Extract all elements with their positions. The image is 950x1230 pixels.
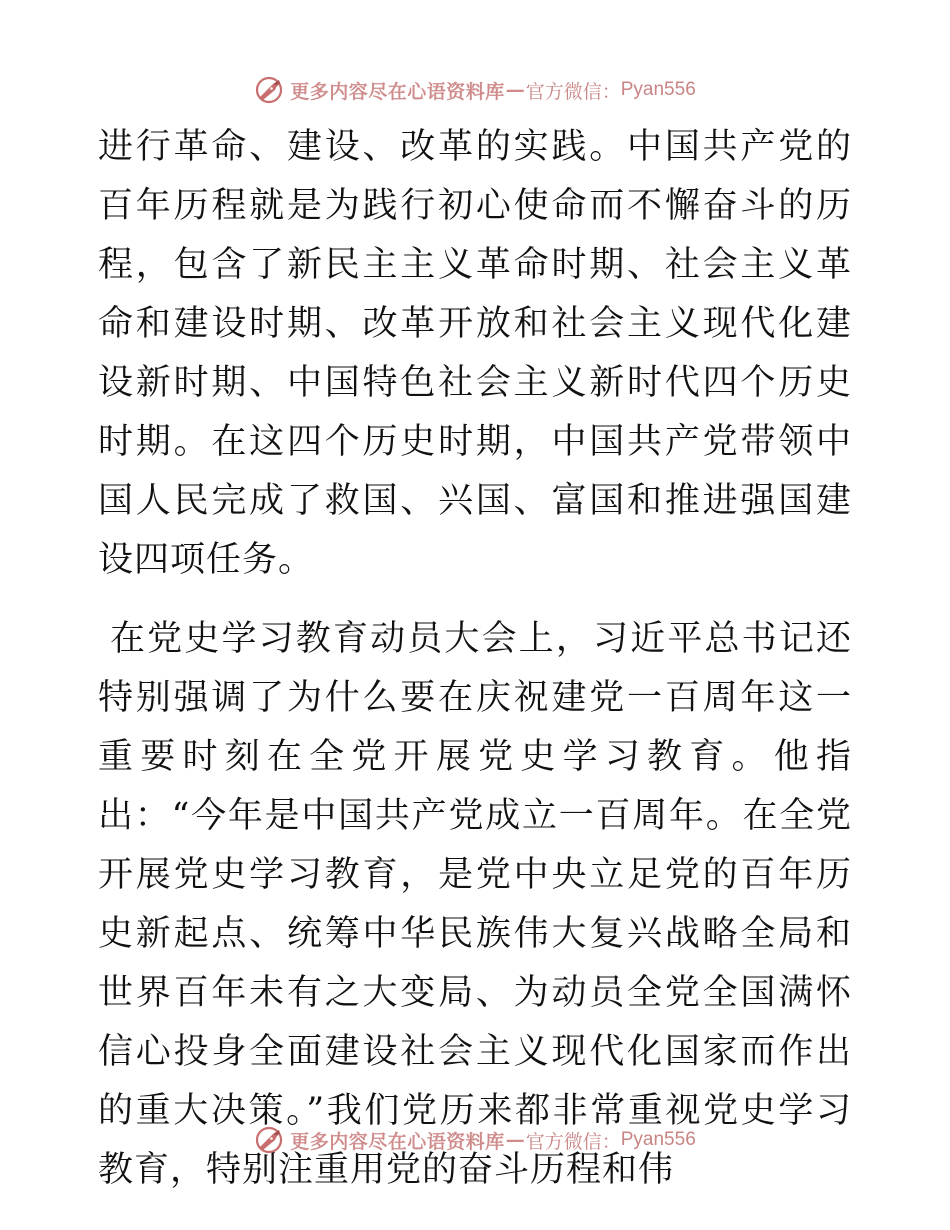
- header-separator: —: [505, 79, 525, 101]
- footer-wechat-id: Pyan556: [620, 1129, 696, 1150]
- header-watermark-banner: [0, 72, 950, 108]
- body-paragraph-1: 进行革命、建设、改革的实践。中国共产党的百年历程就是为践行初心使命而不懈奋斗的历程，包含了新民主主义革命时期、社会主义革命和建设时期、改革开放和社会主义现代化建设新时期、中国特色社会主义新时代四个历史时期。在这四个历史时期，中国共产党带领中国人民完成了救国、兴国、富国和推进强国建设四项任务。: [98, 127, 852, 580]
- footer-promo-text: 更多内容尽在心语资料库: [290, 1130, 505, 1153]
- footer-separator: —: [505, 1129, 525, 1151]
- body-paragraph-2: 在党史学习教育动员大会上，习近平总书记还特别强调了为什么要在庆祝建党一百周年这一重要时刻在全党开展党史学习教育。他指出：“今年是中国共产党成立一百周年。在全党开展党史学习教育，是党中央立足党的百年历史新起点、统筹中华民族伟大复兴战略全局和世界百年未有之大变局、为动员全党全国满怀信心投身全面建设社会主义现代化国家而作出的重大决策。”我们党历来都非常重视党史学习教育，特别注重用党的奋斗历程和伟: [98, 619, 852, 1190]
- footer-watermark-banner: [0, 1122, 950, 1158]
- header-wechat-label: 官方微信：: [525, 80, 621, 103]
- header-promo-text: 更多内容尽在心语资料库: [290, 80, 505, 103]
- document-body: [98, 118, 852, 1200]
- pen-nib-circle-icon: [254, 1125, 284, 1155]
- header-wechat-id: Pyan556: [620, 79, 696, 100]
- footer-wechat-label: 官方微信：: [525, 1130, 621, 1153]
- pen-nib-circle-icon: [254, 75, 284, 105]
